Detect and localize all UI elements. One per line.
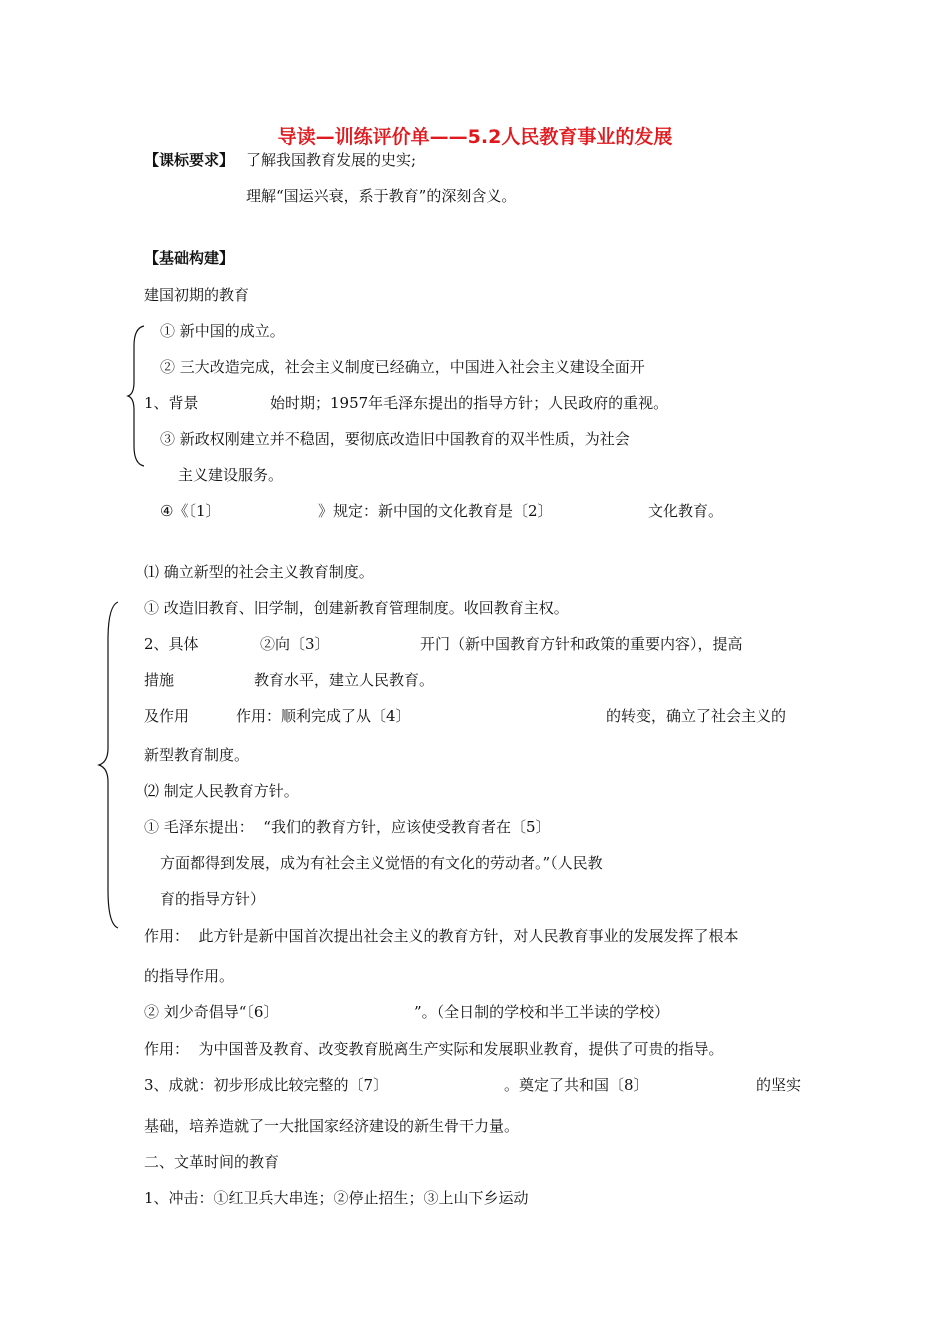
measure-label-1: 2、具体 (144, 635, 199, 653)
standard-item-1: 了解我国教育发展的史实; (246, 151, 417, 169)
achievement-a: 3、成就：初步形成比较完整的〔7〕 (144, 1076, 389, 1094)
measure-3-point-cont: ”。（全日制的学校和半工半读的学校） (414, 1003, 670, 1021)
measure-1-point-b-end: 教育水平，建立人民教育。 (254, 671, 435, 689)
background-point-4-c: 文化教育。 (648, 502, 724, 520)
section-title-early: 建国初期的教育 (144, 286, 250, 304)
measure-3-point: ② 刘少奇倡导“〔6〕 (144, 1003, 279, 1021)
measure-1-point-b: ②向〔3〕 (260, 635, 330, 653)
standard-label: 【课标要求】 (144, 151, 235, 169)
measure-1-effect-cont: 的转变，确立了社会主义的 (606, 707, 787, 725)
measure-2-point-a-end: 育的指导方针） (160, 890, 266, 908)
background-point-3-cont: 主义建设服务。 (178, 466, 284, 484)
measure-2-effect: 作用： 此方针是新中国首次提出社会主义的教育方针，对人民教育事业的发展发挥了根本 (144, 927, 739, 945)
standard-item-2: 理解“国运兴衰，系于教育”的深刻含义。 (246, 187, 517, 205)
measure-label-2: 措施 (144, 671, 175, 689)
background-point-3: ③ 新政权刚建立并不稳固，要彻底改造旧中国教育的双半性质，为社会 (160, 430, 630, 448)
measures-brace (96, 600, 122, 930)
measure-2-title: ⑵ 制定人民教育方针。 (144, 782, 299, 800)
foundation-label: 【基础构建】 (144, 249, 235, 267)
measure-label-3: 及作用 (144, 707, 190, 725)
achievement-c: 的坚实 (756, 1076, 802, 1094)
background-point-4-b: 》规定：新中国的文化教育是〔2〕 (318, 502, 553, 520)
measure-1-effect: 作用：顺利完成了从〔4〕 (236, 707, 411, 725)
measure-1-point-a: ① 改造旧教育、旧学制，创建新教育管理制度。收回教育主权。 (144, 599, 569, 617)
measure-2-point-a: ① 毛泽东提出： “我们的教育方针，应该使受教育者在〔5〕 (144, 818, 551, 836)
background-point-1: ① 新中国的成立。 (160, 322, 285, 340)
cultural-revolution-impact: 1、冲击：①红卫兵大串连；②停止招生；③上山下乡运动 (144, 1189, 529, 1207)
measure-1-point-b-cont: 开门（新中国教育方针和政策的重要内容），提高 (420, 635, 743, 653)
measure-1-effect-end: 新型教育制度。 (144, 746, 250, 764)
background-point-2-cont: 始时期；1957年毛泽东提出的指导方针；人民政府的重视。 (270, 394, 669, 412)
background-label: 1、背景 (144, 394, 199, 412)
measure-2-point-a-cont: 方面都得到发展，成为有社会主义觉悟的有文化的劳动者。”（人民教 (160, 854, 603, 872)
measure-1-title: ⑴ 确立新型的社会主义教育制度。 (144, 563, 374, 581)
background-point-2: ② 三大改造完成，社会主义制度已经确立，中国进入社会主义建设全面开 (160, 358, 645, 376)
measure-3-effect: 作用： 为中国普及教育、改变教育脱离生产实际和发展职业教育，提供了可贵的指导。 (144, 1040, 724, 1058)
achievement-b: 。奠定了共和国〔8〕 (504, 1076, 649, 1094)
achievement-d: 基础，培养造就了一大批国家经济建设的新生骨干力量。 (144, 1117, 520, 1135)
document-title: 导读—训练评价单——5.2人民教育事业的发展 (277, 126, 673, 148)
section-title-cultural-revolution: 二、文革时间的教育 (144, 1153, 280, 1171)
measure-2-effect-end: 的指导作用。 (144, 967, 235, 985)
background-point-4-a: ④《〔1〕 (160, 502, 221, 520)
